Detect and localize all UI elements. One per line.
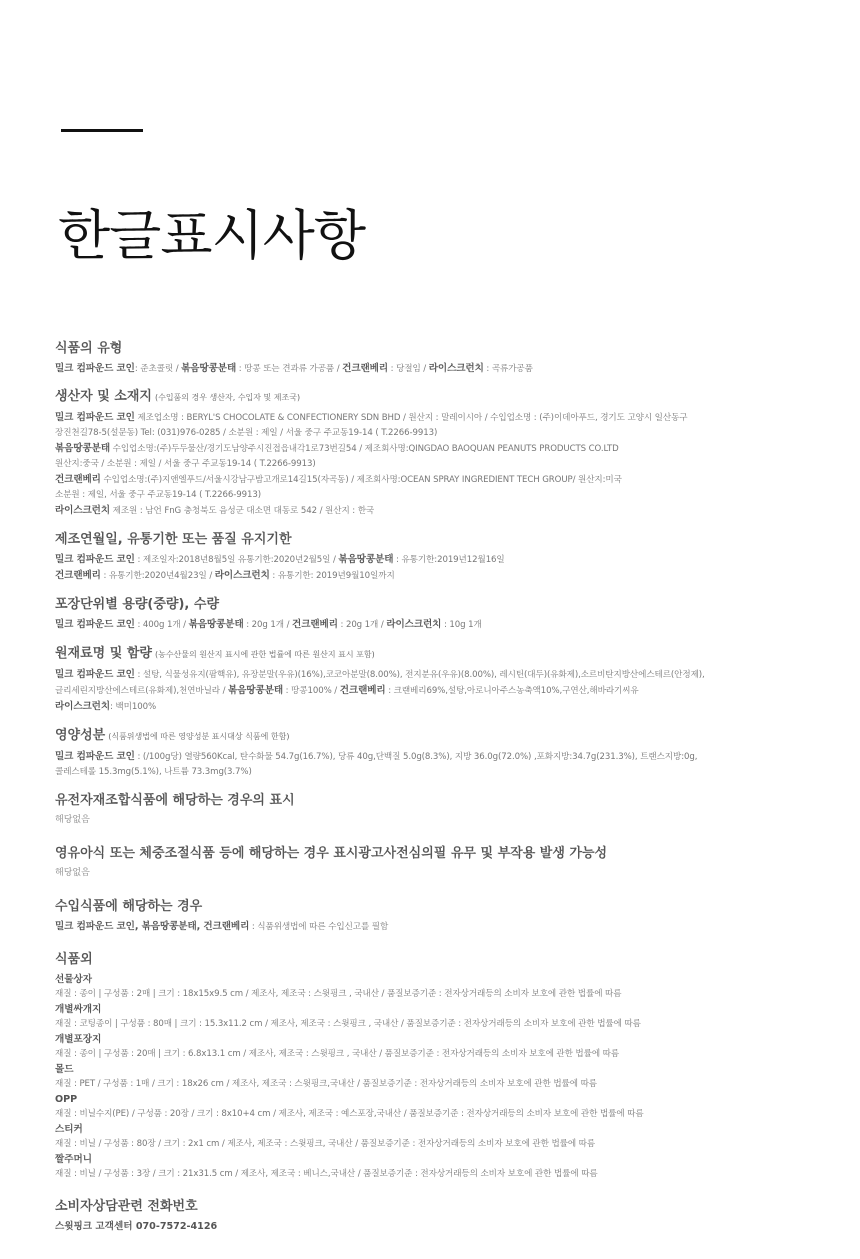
imported-food-row [55,919,815,935]
consumer-phone: 스윗핑크 고객센터 070-7572-4126 [55,1221,218,1232]
product-label: 밀크 컴파운드 코인 [55,554,135,565]
weight-section [55,596,815,633]
product-label: 밀크 컴파운드 코인 [55,751,135,762]
value-text: : 20g 1개 / [337,620,387,630]
nutrition-row-cont: 콜레스테롤 15.3mg(5.1%), 나트륨 73.3mg(3.7%) [55,767,252,777]
weight-row [55,617,815,633]
value-text: : 400g 1개 / [134,620,189,630]
value-text: : 설탕, 식물성유지(팜핵유), 유장분말(우유)(16%),코코아분말(8.00%), 전지분유(우유)(8.00%), 레시틴(대두)(유화제),소르비탄지방산에스테르(안정제), [134,670,705,680]
product-label: 건크랜베리 [55,570,101,581]
value-text: : 20g 1개 / [243,620,293,630]
value-text: : 땅콩 또는 견과류 가공품 / [236,364,343,374]
imported-food-heading: 수입식품에 해당하는 경우 [55,899,203,914]
producer-row [55,503,815,519]
heading-text: 생산자 및 소재지 [55,389,152,404]
producer-row [55,441,815,457]
value-text: : 준초콜릿 / [134,364,182,374]
gmo-text: 해당없음 [55,815,90,825]
value-text: 수입업소명:(주)지앤엘푸드/서울시강남구밤고개로14길15(자곡동) / 제조회사명:OCEAN SPRAY INGREDIENT TECH GROUP/ 원산지:미국 [100,475,622,485]
product-label: 볶음땅콩분태 [188,619,244,630]
heading-note: (농수산물의 원산지 표시에 관한 법률에 따른 원산지 표시 포함) [154,650,375,659]
ingredients-row [55,683,815,699]
food-type-section [55,340,815,377]
item-name: 스티커 [55,1124,83,1135]
product-label: 라이스크런치 [214,570,270,581]
label-content [55,340,815,1235]
gmo-heading: 유전자재조합식품에 해당하는 경우의 표시 [55,793,295,808]
value-text: 수입업소명:(주)두두물산/경기도남양주시진접읍내각1로73번길54 / 제조회사명:QINGDAO BAOQUAN PEANUTS PRODUCTS CO.LTD [110,444,619,454]
product-label: 밀크 컴파운드 코인 [55,669,135,680]
product-label: 건크랜베리 [292,619,338,630]
item-name: 짤주머니 [55,1154,93,1165]
product-label: 라이스크런치 [55,701,111,712]
item-name: 개별포장지 [55,1034,102,1045]
product-label: 밀크 컴파운드 코인 [55,412,135,423]
value-text: : 유통기한:2020년4월23일 / [100,571,215,581]
nutrition-heading [55,727,815,746]
nutrition-section [55,727,815,780]
non-food-section [55,951,815,1182]
product-label: 건크랜베리 [342,363,389,374]
imported-food-section [55,898,815,935]
product-label: 볶음땅콩분태 [228,685,284,696]
value-text: : (/100g당) 열량560Kcal, 탄수화물 54.7g(16.7%), 당류 40g,단백질 5.0g(8.3%), 지방 36.0g(72.0%) ,포화지방:34.7g(231.3%), 트랜스지방:0g, [134,752,698,762]
product-label: 라이스크런치 [386,619,442,630]
food-type-heading: 식품의 유형 [55,341,123,356]
item-spec: 재질 : 비닐 / 구성품 : 80장 / 크기 : 2x1 cm / 제조사, 제조국 : 스윗핑크, 국내산 / 품질보증기준 : 전자상거래등의 소비자 보호에 관한 법률에 따름 [55,1139,596,1149]
title-accent-rule [61,129,143,132]
item-name: 선물상자 [55,974,93,985]
ingredients-row [55,699,815,715]
product-label: 볶음땅콩분태 [338,554,394,565]
value-text: 글리세린지방산에스테르(유화제),천연바닐라 / [55,686,229,696]
value-text: : 크랜베리69%,설탕,아로니아주스농축액10%,구연산,해바라기씨유 [385,686,639,696]
dates-heading: 제조연월일, 유통기한 또는 품질 유지기한 [55,532,292,547]
dates-section [55,531,815,584]
value-text: : 당절임 / [388,364,429,374]
weight-heading: 포장단위별 용량(중량), 수량 [55,597,220,612]
product-label: 라이스크런치 [428,363,484,374]
value-text: 제조업소명 : BERYL'S CHOCOLATE & CONFECTIONERY SDN BHD / 원산지 : 말레이시아 / 수입업소명 : (주)이데아푸드, 경기도 고양시 일산동구 [134,413,688,423]
item-name: 몰드 [55,1064,74,1075]
ingredients-section [55,645,815,715]
value-text: : 유통기한:2019년12월16일 [393,555,505,565]
producer-row [55,472,815,488]
producer-row [55,410,815,426]
value-text: : 식품위생법에 따른 수입신고를 필함 [249,922,389,932]
infant-food-text: 해당없음 [55,868,90,878]
heading-text: 원재료명 및 함량 [55,646,152,661]
producer-section [55,388,815,519]
value-text: : 곡류가공품 [483,364,533,374]
item-spec: 재질 : 종이 | 구성품 : 20매 | 크기 : 6.8x13.1 cm / 제조사, 제조국 : 스윗핑크 , 국내산 / 품질보증기준 : 전자상거래등의 소비자 보호에 관한 법률에 따름 [55,1049,620,1059]
product-label: 건크랜베리 [339,685,386,696]
heading-note: (수입품의 경우 생산자, 수입자 및 제조국) [154,393,301,402]
producer-row-cont: 장진천길78-5(설문동) Tel: (031)976-0285 / 소분원 : 제일 / 서울 중구 주교동19-14 ( T.2266-9913) [55,428,438,438]
nutrition-row [55,749,815,765]
producer-heading [55,388,815,407]
heading-text: 영양성분 [55,728,106,743]
item-spec: 재질 : 비닐 / 구성품 : 3장 / 크기 : 21x31.5 cm / 제조사, 제조국 : 베니스,국내산 / 품질보증기준 : 전자상거래등의 소비자 보호에 관한 법률에 따름 [55,1169,598,1179]
product-label: 밀크 컴파운드 코인 [55,363,135,374]
dates-row [55,552,815,568]
item-spec: 재질 : 비닐수지(PE) / 구성품 : 20장 / 크기 : 8x10+4 cm / 제조사, 제조국 : 예스포장,국내산 / 품질보증기준 : 전자상거래등의 소비자 보호에 관한 법률에 따름 [55,1109,644,1119]
heading-note: (식품위생법에 따른 영양성분 표시대상 식품에 한함) [108,732,290,741]
ingredients-row [55,667,815,683]
food-type-text [55,361,815,377]
producer-row-cont: 소분원 : 제일, 서울 중구 주교동19-14 ( T.2266-9913) [55,490,261,500]
dates-row [55,568,815,584]
product-label: 밀크 컴파운드 코인 [55,619,135,630]
non-food-heading: 식품외 [55,952,93,967]
infant-food-section [55,845,815,881]
page-title: 한글표시사항 [58,204,365,267]
value-text: : 땅콩100% / [283,686,340,696]
value-text: 제조원 : 남언 FnG 충청북도 음성군 대소면 대동로 542 / 원산지 : 한국 [110,506,375,516]
value-text: : 10g 1개 [441,620,482,630]
infant-food-heading: 영유아식 또는 체중조절식품 등에 해당하는 경우 표시광고사전심의필 유무 및 부작용 발생 가능성 [55,846,608,861]
value-text: : 제조일자:2018년8월5일 유통기한:2020년2월5일 / [134,555,339,565]
producer-row-cont: 원산지:중국 / 소분원 : 제일 / 서울 중구 주교동19-14 ( T.2266-9913) [55,459,316,469]
value-text: : 유통기한: 2019년9월10일까지 [269,571,395,581]
product-label: 볶음땅콩분태 [181,363,237,374]
product-label: 건크랜베리 [55,474,101,485]
consumer-contact-section [55,1198,815,1235]
item-spec: 재질 : 종이 | 구성품 : 2매 | 크기 : 18x15x9.5 cm / 제조사, 제조국 : 스윗핑크 , 국내산 / 품질보증기준 : 전자상거래등의 소비자 보호에 관한 법률에 따름 [55,989,622,999]
ingredients-heading [55,645,815,664]
consumer-contact-heading: 소비자상담관련 전화번호 [55,1199,198,1214]
item-spec: 재질 : 코팅종이 | 구성품 : 80매 | 크기 : 15.3x11.2 cm / 제조사, 제조국 : 스윗핑크 , 국내산 / 품질보증기준 : 전자상거래등의 소비자 보호에 관한 법률에 따름 [55,1019,641,1029]
product-label: 볶음땅콩분태 [55,443,111,454]
gmo-section [55,792,815,828]
product-label: 라이스크런치 [55,505,111,516]
value-text: : 백미100% [110,702,157,712]
product-label: 밀크 컴파운드 코인, 볶음땅콩분태, 건크랜베리 [55,921,250,932]
item-spec: 재질 : PET / 구성품 : 1매 / 크기 : 18x26 cm / 제조사, 제조국 : 스윗핑크,국내산 / 품질보증기준 : 전자상거래등의 소비자 보호에 관한 법률에 따름 [55,1079,597,1089]
item-name: OPP [55,1094,78,1105]
item-name: 개별싸개지 [55,1004,102,1015]
